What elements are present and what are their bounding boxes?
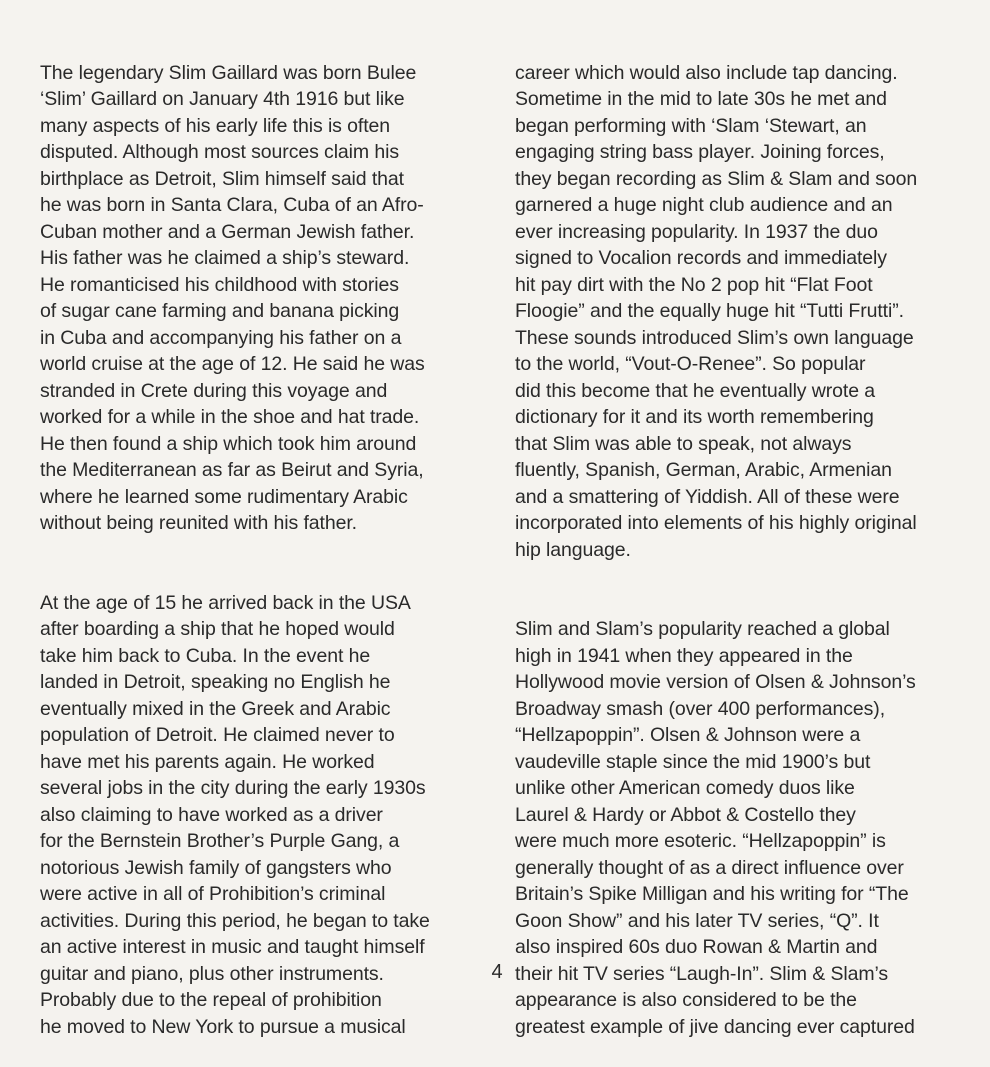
biography-paragraph-4: Slim and Slam’s popularity reached a global high in 1941 when they appeared in the Hollywood movie version of Olsen & Johnson’s Broadway smash (over 400 performances), “Hellzapoppin”. Olsen & Johnson were a vaudeville staple since the mid 1900’s but unlike other American comedy duos like Laurel & Hardy or Abbot & Costello they were much more esoteric. “Hellzapoppin” is generally thought of as a direct influence over Britain’s Spike Milligan and his writing for “The Goon Show” and his later TV series, “Q”. It also inspired 60s duo Rowan & Martin and their hit TV series “Laugh-In”. Slim & Slam’s appearance is also considered to be the greatest example of jive dancing ever captured bbox=[515, 618, 916, 1038]
biography-paragraph-3: career which would also include tap dancing. Sometime in the mid to late 30s he met and began performing with ‘Slam ‘Stewart, an engaging string bass player. Joining forces, they began recording as Slim & Slam and soon garnered a huge night club audience and an ever increasing popularity. In 1937 the duo signed to Vocalion records and immediately hit pay dirt with the No 2 pop hit “Flat Foot Floogie” and the equally huge hit “Tutti Frutti”. These sounds introduced Slim’s own language to the world, “Vout-O-Renee”. So popular did this become that he eventually wrote a dictionary for it and its worth remembering that Slim was able to speak, not always fluently, Spanish, German, Arabic, Armenian and a smattering of Yiddish. All of these were incorporated into elements of his highly original hip language. bbox=[515, 61, 918, 561]
left-text-column bbox=[40, 33, 490, 1067]
biography-paragraph-2: At the age of 15 he arrived back in the USA after boarding a ship that he hoped would take him back to Cuba. In the event he landed in Detroit, speaking no English he eventually mixed in the Greek and Arabic population of Detroit. He claimed never to have met his parents again. He worked several jobs in the city during the early 1930s also claiming to have worked as a driver for the Bernstein Brother’s Purple Gang, a notorious Jewish family of gangsters who were active in all of Prohibition’s criminal activities. During this period, he began to take an active interest in music and taught himself guitar and piano, plus other instruments. Probably due to the repeal of prohibition he moved to New York to pursue a musical bbox=[40, 591, 430, 1038]
page-number: 4 bbox=[491, 961, 503, 983]
right-text-column bbox=[515, 33, 975, 1067]
biography-paragraph-1: The legendary Slim Gaillard was born Bulee ‘Slim’ Gaillard on January 4th 1916 but like many aspects of his early life this is often disputed. Although most sources claim his birthplace as Detroit, Slim himself said that he was born in Santa Clara, Cuba of an Afro- Cuban mother and a German Jewish father. His father was he claimed a ship’s steward. He romanticised his childhood with stories of sugar cane farming and banana picking in Cuba and accompanying his father on a world cruise at the age of 12. He said he was stranded in Crete during this voyage and worked for a while in the shoe and hat trade. He then found a ship which took him around the Mediterranean as far as Beirut and Syria, where he learned some rudimentary Arabic without being reunited with his father. bbox=[40, 61, 425, 534]
